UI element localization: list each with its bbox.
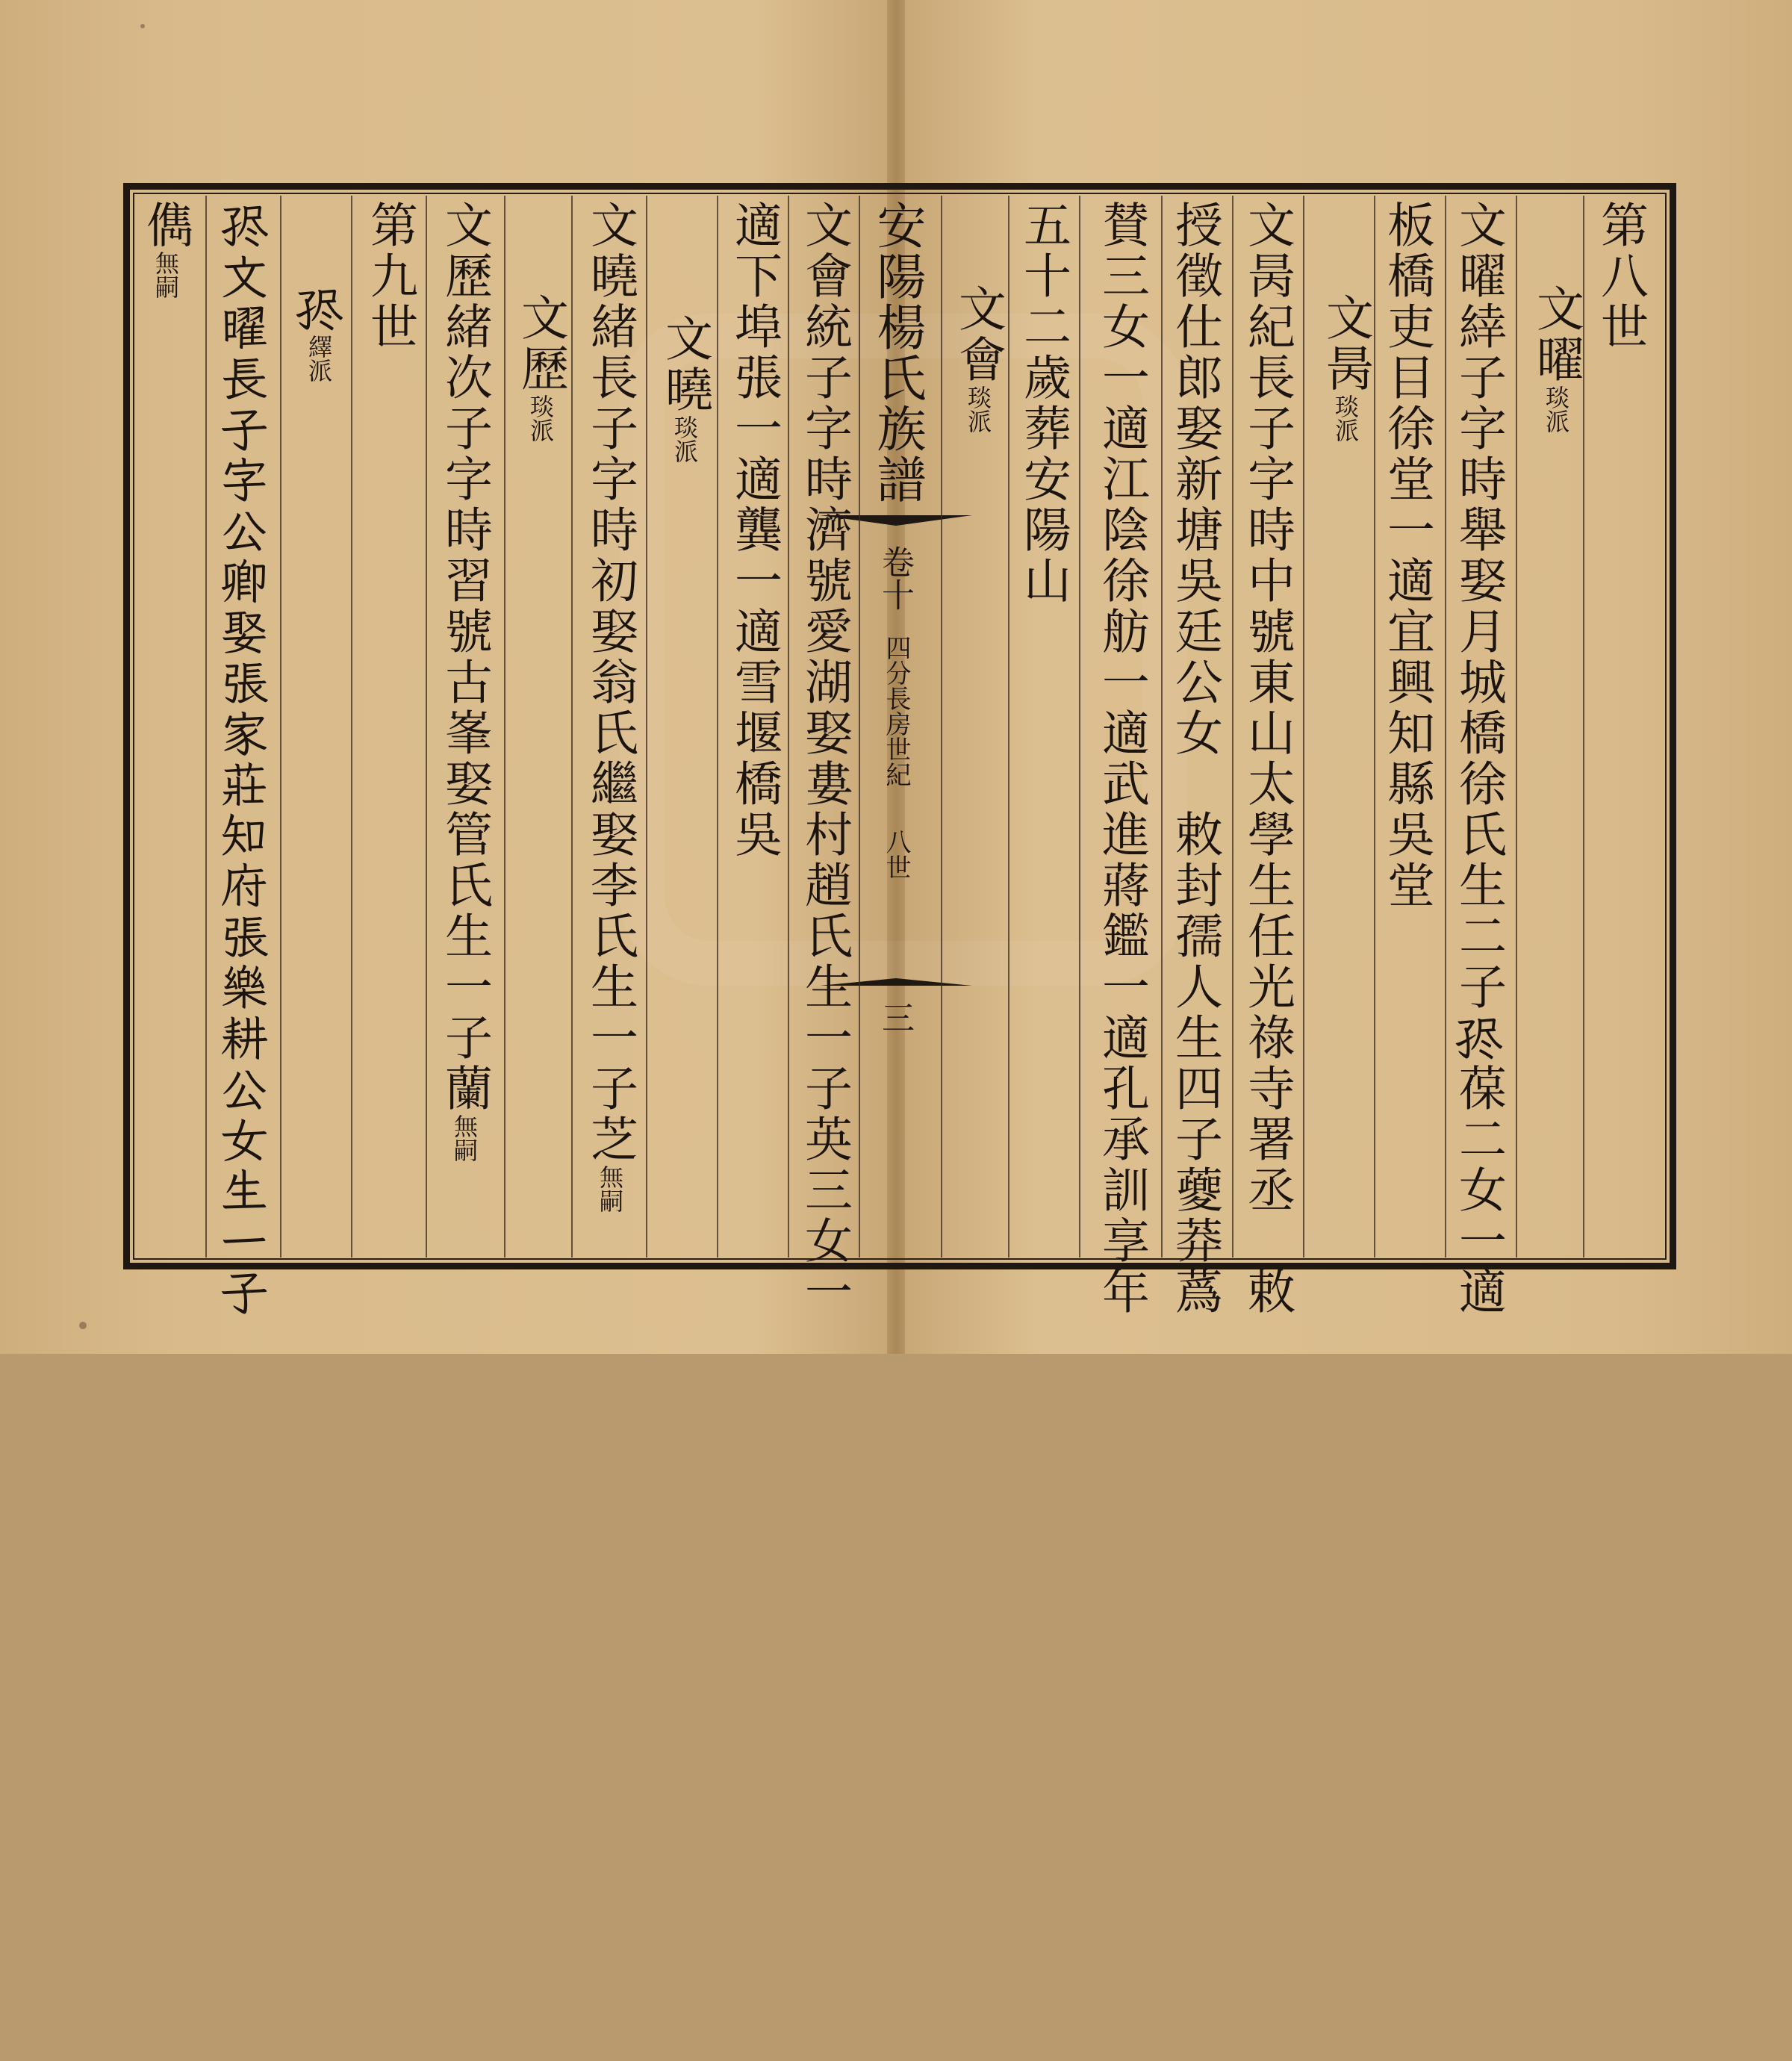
inline-note: 無嗣: [450, 1114, 479, 1162]
column-rule: [1008, 196, 1009, 1258]
paper-speck: [140, 24, 145, 28]
text-column: 文會統子字時濟號愛湖娶婁村趙氏生一子英三女一: [797, 200, 852, 1317]
lineage-note: 繹派: [305, 335, 333, 382]
lineage-note: 琰派: [1331, 394, 1360, 442]
column-rule: [1079, 196, 1080, 1258]
page-number: 三: [876, 1001, 914, 1033]
text-column: 適下埠張一適龔一適雪堰橋吳: [727, 200, 782, 860]
text-column: 五十二歲葬安陽山: [1015, 200, 1071, 606]
section-title: 四分長房世紀: [881, 635, 911, 787]
text-column: [582, 200, 638, 1260]
person-heading: [291, 284, 346, 1344]
generation-heading: 第八世: [1593, 200, 1648, 352]
column-rule: [646, 196, 647, 1258]
inline-note: 無嗣: [152, 251, 180, 299]
lineage-note: 琰派: [671, 415, 699, 463]
volume-number: 卷十: [876, 545, 914, 611]
column-rule: [205, 196, 207, 1258]
column-rule: [941, 196, 942, 1258]
person-heading: [513, 293, 568, 1353]
column-rule: [717, 196, 718, 1258]
text-column: 文曜緈子字時舉娶月城橋徐氏生二子𡥧葆二女一適: [1451, 200, 1506, 1317]
column-rule: [426, 196, 427, 1258]
column-rule: [504, 196, 505, 1258]
column-rule: [1303, 196, 1304, 1258]
generation-label: 八世: [881, 829, 911, 880]
person-heading: [138, 200, 193, 1260]
column-rule: [1445, 196, 1446, 1258]
text-column: 𡥧文曜長子字公卿娶張家莊知府張樂耕公女生一子: [217, 200, 272, 1317]
person-name: 文歷: [513, 293, 568, 394]
column-rule: [571, 196, 573, 1258]
column-rule: [1374, 196, 1375, 1258]
column-rule: [859, 196, 860, 1258]
book-title: 安陽楊氏族譜: [868, 200, 926, 505]
text-column: 文昺紀長子字時中號東山太學生任光祿寺署丞 敕: [1239, 200, 1295, 1317]
person-heading: [1528, 284, 1584, 1344]
lineage-note: 琰派: [1542, 385, 1570, 433]
column-rule: [1161, 196, 1163, 1258]
column-rule: [1516, 196, 1517, 1258]
person-name: 文曜: [1528, 284, 1584, 385]
text-column: 授徵仕郎娶新塘吳廷公女 敕封孺人生四子䕫莽蔿: [1167, 200, 1222, 1317]
column-rule: [280, 196, 281, 1258]
person-name: 儁: [138, 200, 193, 251]
person-heading: [657, 314, 712, 1374]
text-main: 文曉緒長子字時初娶翁氏繼娶李氏生一子芝: [582, 200, 638, 1165]
person-name: 文昺: [1318, 293, 1373, 394]
person-heading: [951, 284, 1006, 1344]
column-rule: [351, 196, 352, 1258]
inline-note: 無嗣: [596, 1165, 624, 1213]
text-column: [437, 200, 492, 1260]
paper-speck: [79, 1322, 87, 1329]
person-name: 𡥧: [291, 284, 346, 335]
generation-heading: 第九世: [362, 200, 417, 352]
text-column: 板橋吏目徐堂一適宜興知縣吳堂: [1379, 200, 1434, 911]
text-column: 賛三女一適江陰徐舫一適武進蔣鑑一適孔承訓享年: [1094, 200, 1149, 1317]
person-name: 文曉: [657, 314, 712, 415]
lineage-note: 琰派: [964, 385, 992, 433]
lineage-note: 琰派: [526, 394, 555, 442]
person-name: 文會: [951, 284, 1006, 385]
column-rule: [1232, 196, 1233, 1258]
person-heading: [1318, 293, 1373, 1353]
text-main: 文歷緒次子字時習號古峯娶管氏生一子蘭: [437, 200, 492, 1114]
column-rule: [788, 196, 789, 1258]
